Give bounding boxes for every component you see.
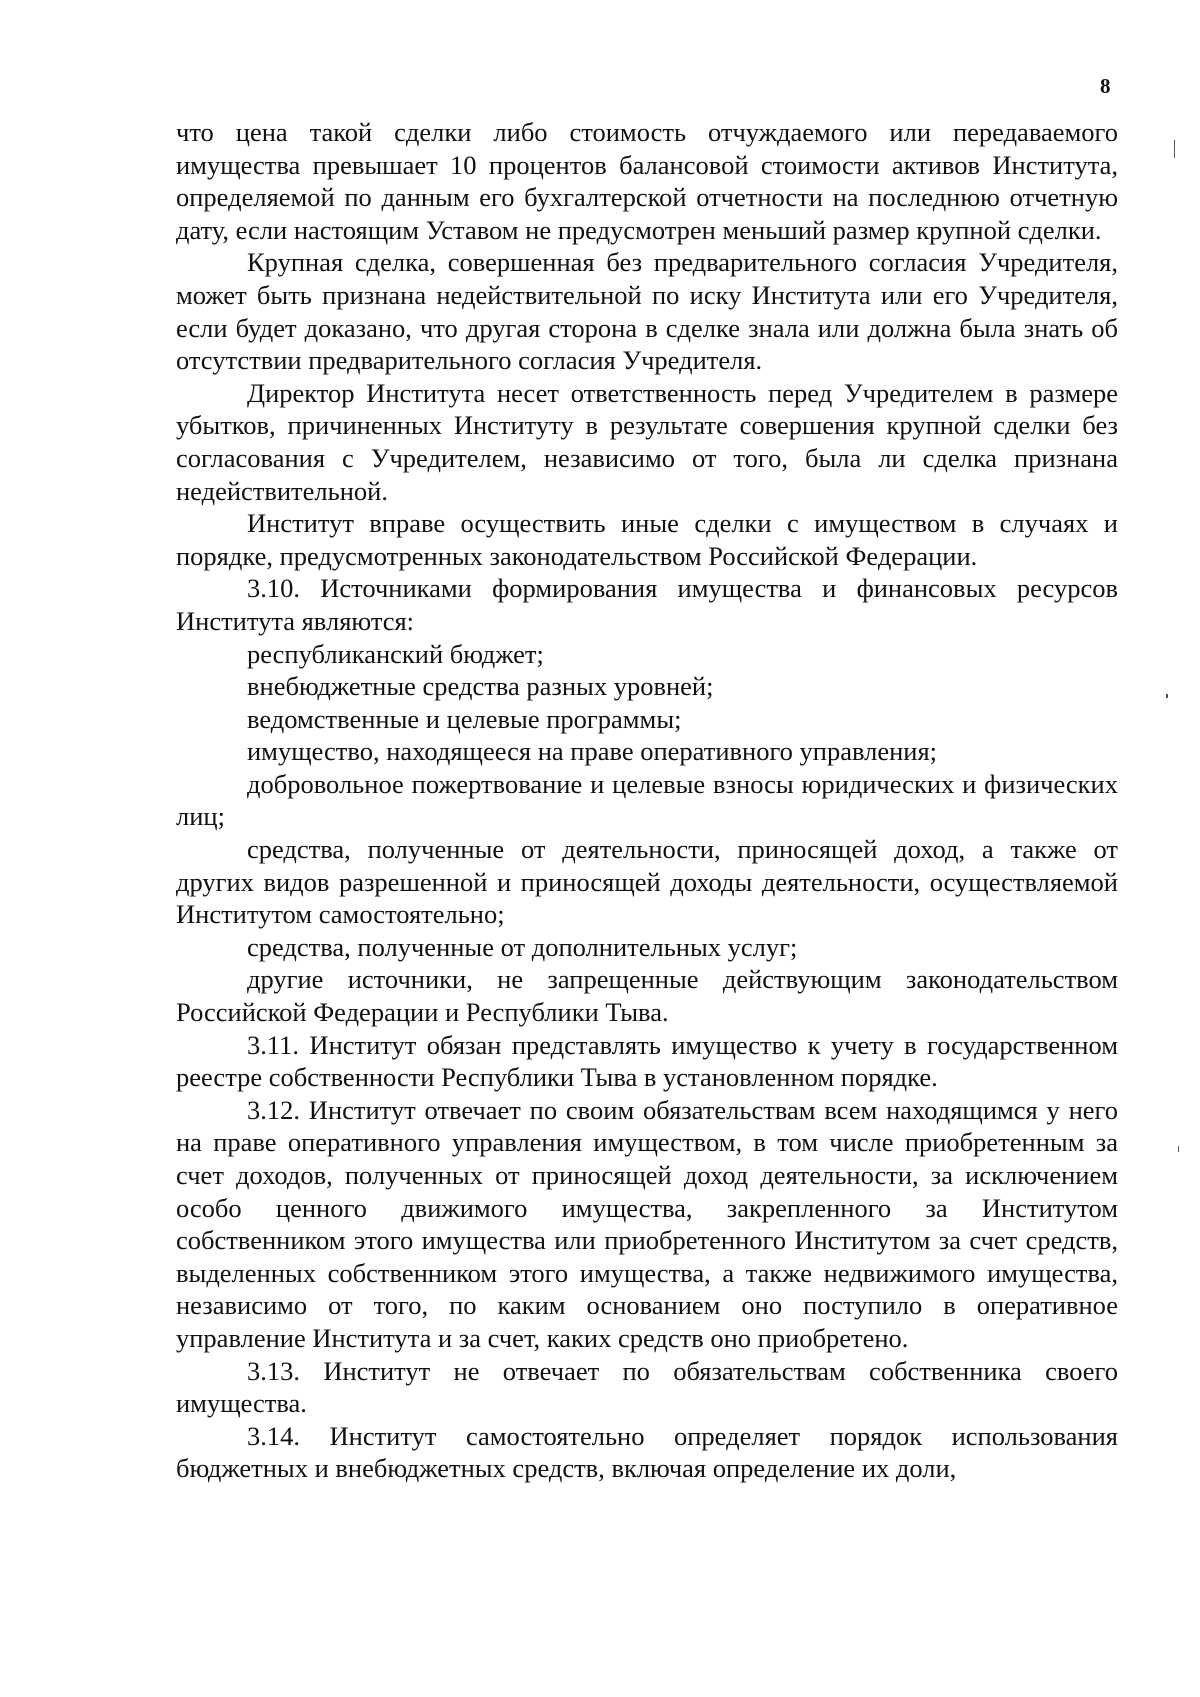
paragraph-large-deal-threshold: что цена такой сделки либо стоимость отчуждаемого или передаваемого имущества превышает 10 процентов балансовой стоимости активов Института, определяемой по данным его бухгалтерской отчетности на последнюю отчетную дату, если настоящим Уставом не предусмотрен меньший размер крупной сделки. [176, 117, 1118, 245]
list-item: средства, полученные от дополнительных услуг; [247, 931, 798, 962]
paragraph-director-liability: Директор Института несет ответственность перед Учредителем в размере убытков, причиненных Институту в результате совершения крупной сделки без согласования с Учредителем, независимо от того, была ли сделка признана недействительной. [176, 377, 1118, 506]
section-3-12: 3.12. Институт отвечает по своим обязательствам всем находящимся у него на праве оперативного управления имуществом, в том числе приобретенным за счет доходов, полученных от приносящей доход деятельности, за исключением особо ценного движимого имущества, закрепленного за Институтом собственником этого имущества или приобретенного Институтом за счет средств, выделенных собственником этого имущества, а также недвижимого имущества, независимо от того, по каким основанием оно поступило в оперативное управление Института и за счет, каких средств оно приобретено. [176, 1094, 1118, 1353]
section-3-14: 3.14. Институт самостоятельно определяет порядок использования бюджетных и внебюджетных средств, включая определение их доли, [176, 1420, 1118, 1484]
section-3-13: 3.13. Институт не отвечает по обязательствам собственника своего имущества. [176, 1355, 1118, 1419]
list-item: ведомственные и целевые программы; [247, 703, 682, 734]
scan-mark [1166, 694, 1168, 698]
list-item: средства, полученные от деятельности, приносящей доход, а также от других видов разрешенной и приносящей доходы деятельности, осуществляемой Институтом самостоятельно; [176, 834, 1118, 930]
scan-mark [1174, 140, 1175, 158]
section-3-11: 3.11. Институт обязан представлять имущество к учету в государственном реестре собственности Республики Тыва в установленном порядке. [176, 1029, 1118, 1093]
list-item: добровольное пожертвование и целевые взносы юридических и физических лиц; [176, 768, 1118, 832]
section-3-10-heading: 3.10. Источниками формирования имущества и финансовых ресурсов Института являются: [176, 573, 1118, 636]
list-item: республиканский бюджет; [247, 638, 544, 669]
list-item: внебюджетные средства разных уровней; [247, 671, 714, 702]
paragraph-other-deals: Институт вправе осуществить иные сделки с имуществом в случаях и порядке, предусмотренных законодательством Российской Федерации. [176, 508, 1118, 571]
scan-mark [1178, 1146, 1179, 1152]
page-number: 8 [1100, 74, 1111, 98]
document-body [176, 116, 1118, 1485]
paragraph-large-deal-invalidity: Крупная сделка, совершенная без предварительного согласия Учредителя, может быть признана недействительной по иску Института или его Учредителя, если будет доказано, что другая сторона в сделке знала или должна была знать об отсутствии предварительного согласия Учредителя. [176, 247, 1118, 376]
list-item: имущество, находящееся на праве оперативного управления; [247, 736, 938, 767]
list-item: другие источники, не запрещенные действующим законодательством Российской Федерации и Республики Тыва. [176, 964, 1118, 1028]
